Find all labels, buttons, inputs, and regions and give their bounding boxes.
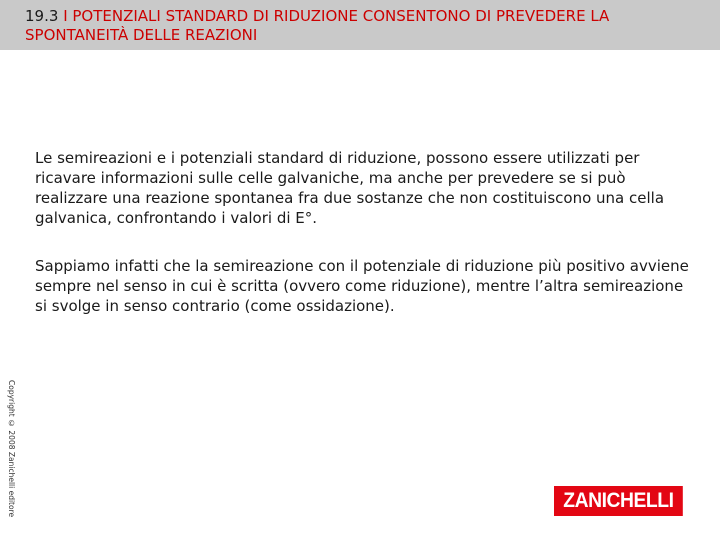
title-text: I POTENZIALI STANDARD DI RIDUZIONE CONSENTONO DI PREVEDERE LA SPONTANEITÀ DELLE REAZIONI	[25, 7, 610, 44]
publisher-logo: ZANICHELLI	[554, 486, 683, 516]
paragraph-1: Le semireazioni e i potenziali standard di riduzione, possono essere utilizzati per ricavare informazioni sulle celle galvaniche, ma anche per prevedere se si può realizzare una reazione spontanea fra due sostanze che non costituiscono una cella galvanica, confrontando i valori di E°.	[35, 149, 665, 227]
title-bar	[0, 0, 720, 50]
paragraph-2: Sappiamo infatti che la semireazione con il potenziale di riduzione più positivo avviene sempre nel senso in cui è scritta (ovvero come riduzione), mentre l’altra semireazione si svolge in senso contrario (come ossidazione).	[35, 257, 689, 315]
copyright-notice: Copyright © 2008 Zanichelli editore	[7, 380, 16, 518]
slide-title	[25, 7, 705, 45]
section-number: 19.3	[25, 7, 59, 25]
